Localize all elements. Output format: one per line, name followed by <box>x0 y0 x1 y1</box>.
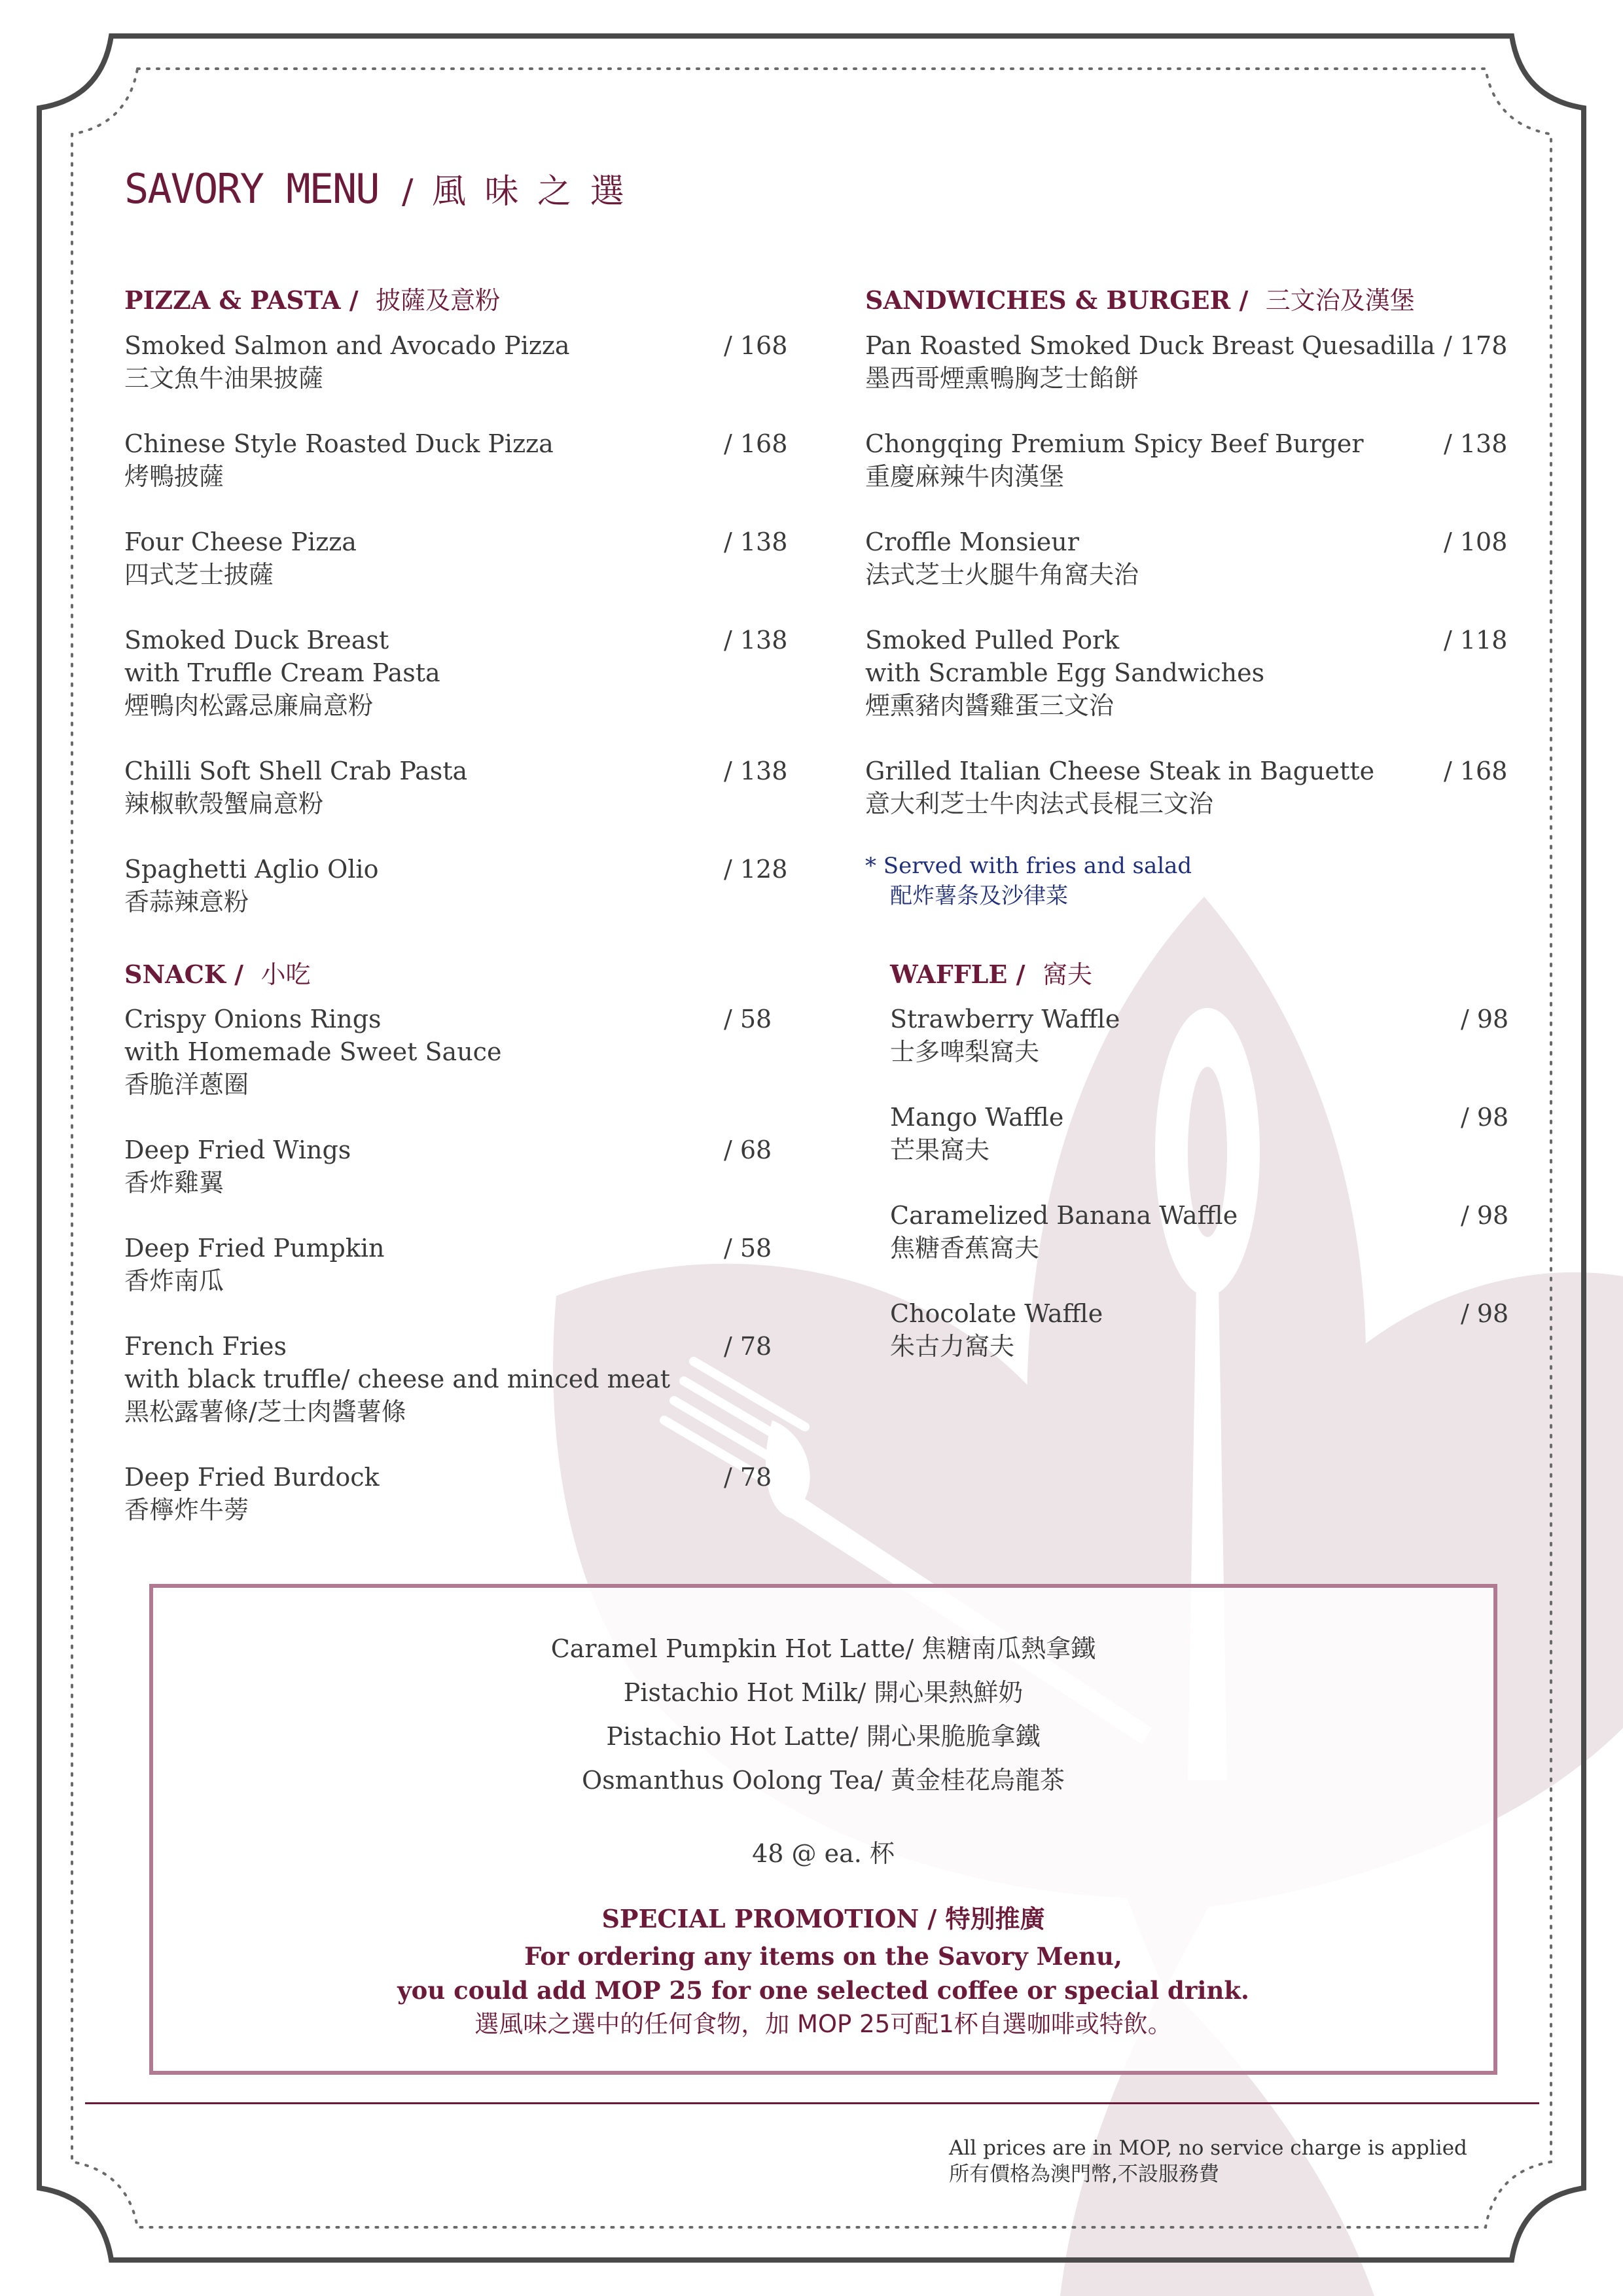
item-name-zh: 香炸雞翼 <box>124 1168 224 1197</box>
item-name-en: Deep Fried Burdock <box>124 1463 380 1492</box>
item-name-zh: 香檸炸牛蒡 <box>124 1496 249 1524</box>
note-en: * Served with fries and salad <box>865 853 1192 879</box>
item-name-en: Smoked Pulled Pork <box>865 626 1120 655</box>
menu-item-spicy-beef-burger <box>865 427 1364 493</box>
item-price: / 128 <box>724 855 788 884</box>
promo-drink: Pistachio Hot Latte/ 開心果脆脆拿鐵 <box>606 1722 1041 1751</box>
disclaimer-zh: 所有價格為澳門幣,不設服務費 <box>949 2162 1219 2186</box>
section-heading-en: PIZZA & PASTA / <box>124 285 359 315</box>
menu-item-fried-burdock <box>124 1461 380 1526</box>
item-name-en: Caramelized Banana Waffle <box>890 1201 1238 1230</box>
promo-line-zh: 選風味之選中的任何食物，加 MOP 25可配1杯自選咖啡或特飲。 <box>474 2010 1172 2038</box>
special-promotion-heading: SPECIAL PROMOTION / 特別推廣 <box>601 1904 1045 1933</box>
item-name-zh: 三文魚牛油果披薩 <box>124 364 324 393</box>
item-price: / 68 <box>724 1136 772 1164</box>
item-name-en: Grilled Italian Cheese Steak in Baguette <box>865 757 1375 785</box>
item-name-en: Spaghetti Aglio Olio <box>124 855 379 884</box>
menu-item-onion-rings <box>124 1003 501 1101</box>
promo-drink: Pistachio Hot Milk/ 開心果熱鮮奶 <box>623 1678 1024 1707</box>
menu-item-banana-waffle <box>890 1199 1238 1265</box>
menu-item-fried-wings <box>124 1134 351 1199</box>
section-heading-zh: 窩夫 <box>1042 960 1092 989</box>
promotion-box <box>149 1584 1497 2075</box>
section-heading-zh: 披薩及意粉 <box>376 286 501 315</box>
promo-drink: Caramel Pumpkin Hot Latte/ 焦糖南瓜熱拿鐵 <box>550 1634 1096 1663</box>
item-name-en: Pan Roasted Smoked Duck Breast Quesadilla <box>865 331 1435 360</box>
item-price: / 98 <box>1461 1201 1509 1230</box>
item-price: / 138 <box>724 528 788 556</box>
promo-drink-price: 48 @ ea. 杯 <box>752 1839 895 1868</box>
item-name-zh: 芒果窩夫 <box>890 1136 990 1164</box>
item-name-zh: 煙熏豬肉醬雞蛋三文治 <box>865 691 1115 720</box>
menu-item-cheese-steak-baguette <box>865 755 1374 820</box>
item-name-zh: 重慶麻辣牛肉漢堡 <box>865 462 1065 491</box>
item-price: / 78 <box>724 1332 772 1361</box>
item-name-en-line2: with black truffle/ cheese and minced meat <box>124 1365 671 1393</box>
fries-salad-note <box>865 851 1192 911</box>
item-name-zh: 香脆洋蔥圈 <box>124 1070 249 1099</box>
menu-item-smoked-duck-pasta <box>124 624 440 722</box>
menu-title-zh: / 風 味 之 選 <box>401 172 628 211</box>
menu-item-roasted-duck-pizza <box>124 427 554 493</box>
menu-item-croffle-monsieur <box>865 526 1139 591</box>
item-price: / 138 <box>724 626 788 655</box>
item-name-en: Four Cheese Pizza <box>124 528 357 556</box>
item-name-en: Chocolate Waffle <box>890 1299 1103 1328</box>
item-name-en: Crispy Onions Rings <box>124 1005 382 1033</box>
item-name-en-line2: with Homemade Sweet Sauce <box>124 1037 502 1066</box>
item-name-zh: 黑松露薯條/芝士肉醬薯條 <box>124 1397 406 1426</box>
item-name-en: Chilli Soft Shell Crab Pasta <box>124 757 468 785</box>
menu-item-duck-quesadilla <box>865 329 1435 395</box>
item-name-zh: 辣椒軟殼蟹扁意粉 <box>124 789 324 818</box>
promo-line: For ordering any items on the Savory Menu, <box>524 1942 1122 1971</box>
section-heading-sandwiches-burger <box>865 280 1415 316</box>
footer-divider <box>85 2102 1539 2104</box>
disclaimer-en: All prices are in MOP, no service charge is applied <box>949 2136 1467 2160</box>
item-name-zh: 士多啤梨窩夫 <box>890 1037 1040 1066</box>
item-price: / 58 <box>724 1005 772 1033</box>
promo-line: you could add MOP 25 for one selected coffee or special drink. <box>397 1976 1249 2005</box>
item-name-zh: 焦糖香蕉窩夫 <box>890 1234 1040 1263</box>
item-name-en: Smoked Duck Breast <box>124 626 389 655</box>
item-name-en-line2: with Scramble Egg Sandwiches <box>865 658 1265 687</box>
item-name-en: Smoked Salmon and Avocado Pizza <box>124 331 570 360</box>
item-price: / 108 <box>1444 528 1508 556</box>
item-name-zh: 煙鴨肉松露忌廉扁意粉 <box>124 691 374 720</box>
item-name-en: French Fries <box>124 1332 287 1361</box>
item-name-en: Mango Waffle <box>890 1103 1064 1132</box>
section-heading-zh: 三文治及漢堡 <box>1265 286 1415 315</box>
menu-item-smoked-salmon-pizza <box>124 329 570 395</box>
item-price: / 78 <box>724 1463 772 1492</box>
menu-item-aglio-olio <box>124 853 378 918</box>
section-heading-en: WAFFLE / <box>890 960 1026 989</box>
menu-title-en: SAVORY MENU <box>124 165 379 213</box>
section-heading-zh: 小吃 <box>260 960 311 989</box>
item-name-zh: 香蒜辣意粉 <box>124 888 249 916</box>
item-name-zh: 四式芝士披薩 <box>124 560 274 589</box>
menu-item-mango-waffle <box>890 1101 1063 1166</box>
menu-item-four-cheese-pizza <box>124 526 357 591</box>
menu-title <box>124 164 628 213</box>
promotion-description <box>153 1939 1493 2041</box>
item-name-en: Strawberry Waffle <box>890 1005 1120 1033</box>
item-name-en: Deep Fried Wings <box>124 1136 351 1164</box>
menu-item-pulled-pork-sandwich <box>865 624 1264 722</box>
item-price: / 58 <box>724 1234 772 1263</box>
section-heading-snack <box>124 954 311 990</box>
item-name-en: Chinese Style Roasted Duck Pizza <box>124 429 554 458</box>
item-name-en: Deep Fried Pumpkin <box>124 1234 385 1263</box>
promo-drink: Osmanthus Oolong Tea/ 黃金桂花烏龍茶 <box>582 1766 1065 1795</box>
item-price: / 138 <box>724 757 788 785</box>
item-name-zh: 朱古力窩夫 <box>890 1332 1015 1361</box>
item-name-zh: 墨西哥煙熏鴨胸芝士餡餅 <box>865 364 1139 393</box>
item-price: / 98 <box>1461 1103 1509 1132</box>
item-name-zh: 法式芝士火腿牛角窩夫治 <box>865 560 1139 589</box>
item-price: / 98 <box>1461 1299 1509 1328</box>
note-zh: 配炸薯条及沙律菜 <box>890 883 1068 909</box>
item-price: / 178 <box>1444 331 1508 360</box>
item-price: / 168 <box>1444 757 1508 785</box>
item-name-zh: 香炸南瓜 <box>124 1266 224 1295</box>
item-price: / 98 <box>1461 1005 1509 1033</box>
price-disclaimer <box>949 2135 1467 2187</box>
menu-item-strawberry-waffle <box>890 1003 1120 1068</box>
section-heading-en: SANDWICHES & BURGER / <box>865 285 1249 315</box>
section-heading-en: SNACK / <box>124 960 244 989</box>
section-heading-waffle <box>890 954 1092 990</box>
menu-item-chocolate-waffle <box>890 1297 1103 1363</box>
item-name-zh: 烤鴨披薩 <box>124 462 224 491</box>
menu-item-fried-pumpkin <box>124 1232 384 1297</box>
section-heading-pizza-pasta <box>124 280 500 316</box>
item-price: / 138 <box>1444 429 1508 458</box>
item-price: / 118 <box>1444 626 1508 655</box>
promo-drink-list <box>153 1627 1493 1803</box>
item-name-zh: 意大利芝士牛肉法式長棍三文治 <box>865 789 1214 818</box>
item-name-en: Croffle Monsieur <box>865 528 1079 556</box>
item-name-en: Chongqing Premium Spicy Beef Burger <box>865 429 1364 458</box>
menu-item-french-fries <box>124 1330 670 1428</box>
item-price: / 168 <box>724 429 788 458</box>
item-price: / 168 <box>724 331 788 360</box>
item-name-en-line2: with Truffle Cream Pasta <box>124 658 440 687</box>
menu-item-soft-shell-crab-pasta <box>124 755 467 820</box>
